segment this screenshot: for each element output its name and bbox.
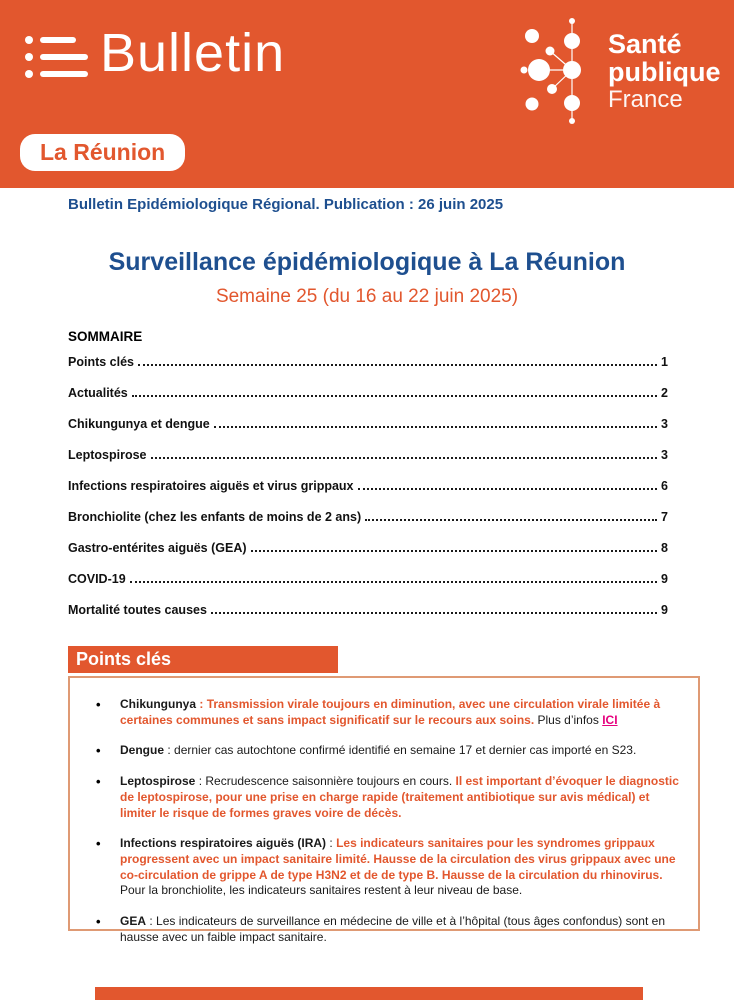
toc-dot-leader	[130, 581, 657, 583]
toc-label: Mortalité toutes causes	[68, 603, 207, 617]
bullet-text-segment: Pour la bronchiolite, les indicateurs sanitaires restent à leur niveau de base.	[120, 883, 523, 898]
bulletin-logo	[25, 23, 286, 83]
toc-page-number: 3	[661, 417, 668, 431]
bullet-text-segment: Il est important d’évoquer le diagnostic de leptospirose, pour une prise en charge rapide (traitement antibiotique sur avis médical) et limiter le risque de formes graves voire de décès.	[120, 774, 679, 820]
sommaire-heading: SOMMAIRE	[68, 329, 143, 344]
toc-page-number: 1	[661, 355, 668, 369]
region-badge: La Réunion	[20, 134, 185, 171]
toc-label: Actualités	[68, 386, 128, 400]
points-bullet	[120, 743, 682, 759]
points-list	[70, 678, 698, 945]
agency-name: Santé publique France	[608, 29, 721, 113]
bullet-text-segment: :	[326, 836, 337, 851]
points-bullet	[120, 774, 682, 821]
ici-link[interactable]: ICI	[602, 712, 618, 727]
points-bullet	[120, 836, 682, 899]
toc-entry[interactable]	[68, 541, 668, 555]
toc-dot-leader	[138, 364, 657, 366]
toc-label: Bronchiolite (chez les enfants de moins de 2 ans)	[68, 510, 362, 524]
toc-page-number: 2	[661, 386, 668, 400]
page-title: Surveillance épidémiologique à La Réunion	[108, 248, 626, 276]
toc-entry[interactable]	[68, 572, 668, 586]
bullet-text-segment: Les indicateurs sanitaires pour les syndromes grippaux progressent avec un impact sanitaire limité. Hausse de la circulation des virus grippaux avec une co-circulation de grippe A de type H3N2 et de de type B. Hausse de la circulation du rhinovirus.	[120, 836, 676, 882]
toc-dot-leader	[211, 612, 657, 614]
toc-dot-leader	[214, 426, 657, 428]
toc-dot-leader	[251, 550, 658, 552]
toc-entry[interactable]	[68, 448, 668, 462]
bullet-text-segment: : Recrudescence saisonnière toujours en cours.	[195, 774, 456, 789]
toc-entry[interactable]	[68, 386, 668, 400]
next-section-header-cutoff	[95, 987, 643, 1000]
toc-page-number: 8	[661, 541, 668, 555]
toc-page-number: 9	[661, 603, 668, 617]
sante-publique-france-logo	[518, 14, 720, 128]
toc-entry[interactable]	[68, 479, 668, 493]
toc-label: Infections respiratoires aiguës et virus grippaux	[68, 479, 354, 493]
bullet-text-segment: : Les indicateurs de surveillance en médecine de ville et à l’hôpital (tous âges confondus) sont en hausse avec un faible impact sanitaire.	[120, 914, 665, 944]
list-icon	[25, 36, 88, 78]
toc-label: COVID-19	[68, 572, 126, 586]
bullet-text-segment: Plus d’infos	[534, 712, 603, 727]
toc-entry[interactable]	[68, 355, 668, 369]
toc-label: Chikungunya et dengue	[68, 417, 210, 431]
toc-dot-leader	[365, 519, 657, 521]
toc-dot-leader	[132, 395, 657, 397]
bullet-text-segment: : dernier cas autochtone confirmé identifié en semaine 17 et dernier cas importé en S23.	[164, 743, 637, 758]
page-subtitle: Semaine 25 (du 16 au 22 juin 2025)	[215, 286, 519, 307]
network-dots-icon	[518, 14, 598, 128]
toc-entry[interactable]	[68, 417, 668, 431]
toc-page-number: 3	[661, 448, 668, 462]
bullet-text-segment: :	[196, 697, 207, 711]
toc-dot-leader	[151, 457, 658, 459]
points-cles-box	[68, 676, 700, 944]
toc-label: Leptospirose	[68, 448, 147, 462]
toc-page-number: 7	[661, 510, 668, 524]
header-band	[0, 0, 734, 188]
bulletin-logo-text: Bulletin	[100, 23, 286, 83]
publication-meta-line: Bulletin Epidémiologique Régional. Publication : 26 juin 2025	[68, 196, 504, 213]
toc-page-number: 9	[661, 572, 668, 586]
bullet-text-segment: Leptospirose	[120, 774, 196, 789]
toc-dot-leader	[358, 488, 658, 490]
bullet-text-segment: Infections respiratoires aiguës (IRA)	[120, 836, 327, 851]
toc-entry[interactable]	[68, 603, 668, 617]
bullet-text-segment: Dengue	[120, 743, 165, 758]
toc-label: Gastro-entérites aiguës (GEA)	[68, 541, 247, 555]
toc-page-number: 6	[661, 479, 668, 493]
bullet-text-segment: Chikungunya	[120, 697, 197, 711]
points-bullet	[120, 914, 682, 945]
points-bullet	[120, 697, 682, 728]
points-cles-heading: Points clés	[68, 646, 338, 673]
toc-list	[68, 355, 668, 634]
bullet-text-segment: GEA	[120, 914, 147, 929]
toc-entry[interactable]	[68, 510, 668, 524]
toc-label: Points clés	[68, 355, 134, 369]
bullet-text-segment: Transmission virale toujours en diminution, avec une circulation virale limitée à certaines communes et sans impact significatif sur le recours aux soins.	[120, 697, 661, 727]
